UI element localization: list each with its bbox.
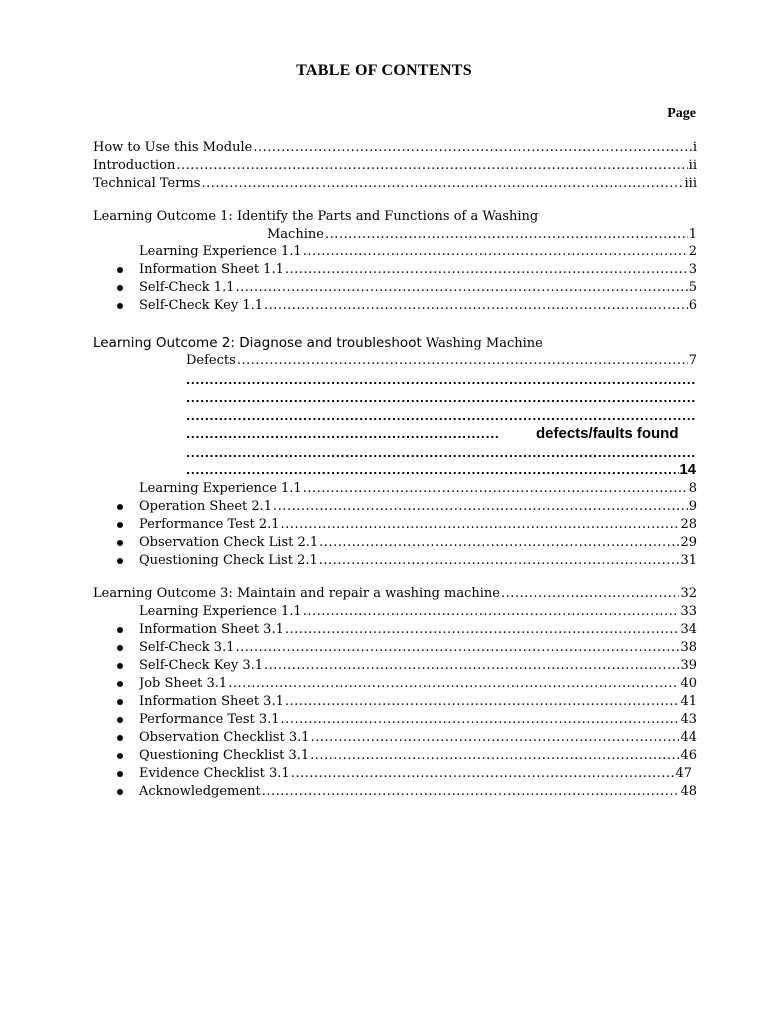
toc-entry-page: 7 (688, 353, 697, 368)
toc-entry-label: Evidence Checklist 3.1 (139, 766, 290, 781)
toc-entry[interactable] (139, 729, 697, 747)
dot-leader (264, 657, 679, 675)
bullet-icon (117, 645, 123, 651)
toc-entry-page: 39 (680, 658, 697, 673)
toc-entry-label: Defects (186, 353, 236, 368)
toc-entry[interactable] (93, 585, 697, 603)
toc-entry-page: 5 (688, 280, 697, 295)
dot-leader (176, 157, 687, 175)
dot-leader (281, 516, 680, 534)
toc-entry-label: Observation Checklist 3.1 (139, 730, 310, 745)
toc-entry-page: 2 (688, 244, 697, 259)
toc-entry-label: Learning Experience 1.1 (139, 604, 302, 619)
lo1-heading[interactable]: Learning Outcome 1: Identify the Parts and Functions of a Washing (93, 209, 539, 224)
toc-entry[interactable] (139, 261, 697, 279)
toc-entry-page: 29 (680, 535, 697, 550)
toc-entry[interactable] (93, 157, 697, 175)
toc-entry[interactable] (267, 226, 697, 244)
bullet-icon (117, 558, 123, 564)
page-fourteen-line (186, 461, 696, 479)
dot-leader (285, 621, 680, 639)
dot-leader (273, 498, 688, 516)
dot-leader (285, 261, 688, 279)
bullet-icon (117, 267, 123, 273)
toc-entry-page: 34 (680, 622, 697, 637)
dot-leader (303, 603, 680, 621)
dot-leader (285, 693, 680, 711)
toc-entry[interactable] (139, 534, 697, 552)
toc-entry-page: iii (684, 176, 697, 191)
dot-leader (264, 297, 688, 315)
toc-entry-page: ii (688, 158, 697, 173)
toc-entry[interactable] (139, 783, 697, 801)
toc-entry-label: Self-Check Key 1.1 (139, 298, 264, 313)
bullet-icon (117, 699, 123, 705)
toc-entry-page: 46 (680, 748, 697, 763)
toc-entry-page: 38 (680, 640, 697, 655)
toc-entry-page: 33 (680, 604, 697, 619)
defects-text: defects/faults found (536, 425, 679, 442)
dot-leader (303, 480, 688, 498)
toc-entry-label: Job Sheet 3.1 (139, 676, 228, 691)
toc-entry-page: 41 (680, 694, 697, 709)
bullet-icon (117, 663, 123, 669)
toc-entry-page: 48 (680, 784, 697, 799)
bullet-icon (117, 522, 123, 528)
dot-leader (186, 464, 679, 477)
page-number: 14 (679, 461, 696, 478)
toc-entry-label: Questioning Check List 2.1 (139, 553, 318, 568)
dot-leader (262, 783, 680, 801)
dot-leader (186, 428, 498, 441)
toc-entry-page: 9 (688, 499, 697, 514)
toc-entry[interactable] (186, 352, 697, 370)
toc-entry-label: Acknowledgement (139, 784, 261, 799)
toc-entry-label: Self-Check 1.1 (139, 280, 235, 295)
bullet-icon (117, 753, 123, 759)
dot-leader (291, 765, 675, 783)
toc-entry-page: 47 (675, 766, 692, 781)
bullet-icon (117, 771, 123, 777)
toc-entry[interactable] (139, 279, 697, 297)
bullet-icon (117, 789, 123, 795)
dot-leader-line (186, 373, 696, 389)
toc-entry-page: 44 (680, 730, 697, 745)
toc-entry-label: Machine (267, 227, 324, 242)
toc-entry-page: 1 (688, 227, 697, 242)
toc-entry[interactable] (139, 552, 697, 570)
page-title: TABLE OF CONTENTS (296, 62, 472, 79)
toc-entry-label: Learning Experience 1.1 (139, 481, 302, 496)
toc-entry-label: Performance Test 3.1 (139, 712, 280, 727)
lo2-heading[interactable] (93, 334, 543, 353)
toc-entry[interactable] (139, 297, 697, 315)
dot-leader-line (186, 409, 696, 425)
toc-entry[interactable] (139, 603, 697, 621)
toc-entry-label: Information Sheet 3.1 (139, 622, 284, 637)
dot-leader (281, 711, 680, 729)
bullet-icon (117, 504, 123, 510)
dot-leader (310, 747, 679, 765)
toc-entry[interactable] (139, 657, 697, 675)
defects-line (186, 425, 696, 443)
toc-entry-label: Questioning Checklist 3.1 (139, 748, 310, 763)
toc-entry-label: Information Sheet 3.1 (139, 694, 284, 709)
toc-entry[interactable] (139, 480, 697, 498)
toc-entry-page: 31 (680, 553, 697, 568)
toc-entry-label: Information Sheet 1.1 (139, 262, 284, 277)
dot-leader (228, 675, 679, 693)
lo3-heading: Learning Outcome 3: Maintain and repair a washing machine (93, 586, 500, 601)
bullet-icon (117, 717, 123, 723)
toc-entry-label: Performance Test 2.1 (139, 517, 280, 532)
toc-entry-label: Self-Check Key 3.1 (139, 658, 264, 673)
toc-entry-page: 43 (680, 712, 697, 727)
toc-entry-page: 32 (680, 586, 697, 601)
dot-leader (303, 243, 688, 261)
dot-leader (237, 352, 688, 370)
lo2-heading-text: Learning Outcome 2: Diagnose and troubleshoot (93, 335, 422, 351)
toc-entry[interactable] (93, 139, 697, 157)
toc-entry-label: Observation Check List 2.1 (139, 535, 319, 550)
bullet-icon (117, 681, 123, 687)
dot-leader (325, 226, 688, 244)
toc-entry-label: Operation Sheet 2.1 (139, 499, 273, 514)
toc-entry[interactable] (139, 711, 697, 729)
bullet-icon (117, 735, 123, 741)
dot-leader (201, 175, 683, 193)
toc-entry[interactable] (139, 675, 697, 693)
toc-entry-label: Learning Experience 1.1 (139, 244, 302, 259)
dot-leader (235, 639, 679, 657)
toc-entry-label: How to Use this Module (93, 140, 253, 155)
toc-entry-label: Introduction (93, 158, 176, 173)
toc-entry-page: 40 (680, 676, 697, 691)
bullet-icon (117, 303, 123, 309)
dot-leader (235, 279, 687, 297)
toc-entry[interactable] (139, 516, 697, 534)
toc-entry[interactable] (139, 498, 697, 516)
dot-leader (311, 729, 680, 747)
toc-entry-page: 6 (688, 298, 697, 313)
page-column-header: Page (667, 106, 696, 121)
dot-leader (501, 585, 679, 603)
toc-entry-page: 8 (688, 481, 697, 496)
bullet-icon (117, 540, 123, 546)
toc-entry[interactable] (139, 243, 697, 261)
dot-leader (319, 534, 679, 552)
bullet-icon (117, 627, 123, 633)
toc-entry[interactable] (93, 175, 697, 193)
toc-entry[interactable] (139, 693, 697, 711)
toc-entry-label: Self-Check 3.1 (139, 640, 235, 655)
toc-entry[interactable] (139, 639, 697, 657)
toc-entry[interactable] (139, 765, 692, 783)
dot-leader-line (186, 391, 696, 407)
dot-leader-line (186, 446, 696, 462)
bullet-icon (117, 285, 123, 291)
lo2-heading-tail: Washing Machine (421, 336, 543, 351)
toc-entry[interactable] (139, 747, 697, 765)
toc-entry-page: 28 (680, 517, 697, 532)
toc-entry-page: 3 (688, 262, 697, 277)
toc-entry-label: Technical Terms (93, 176, 201, 191)
dot-leader (253, 139, 692, 157)
toc-entry[interactable] (139, 621, 697, 639)
dot-leader (319, 552, 680, 570)
toc-entry-page: i (692, 140, 697, 155)
